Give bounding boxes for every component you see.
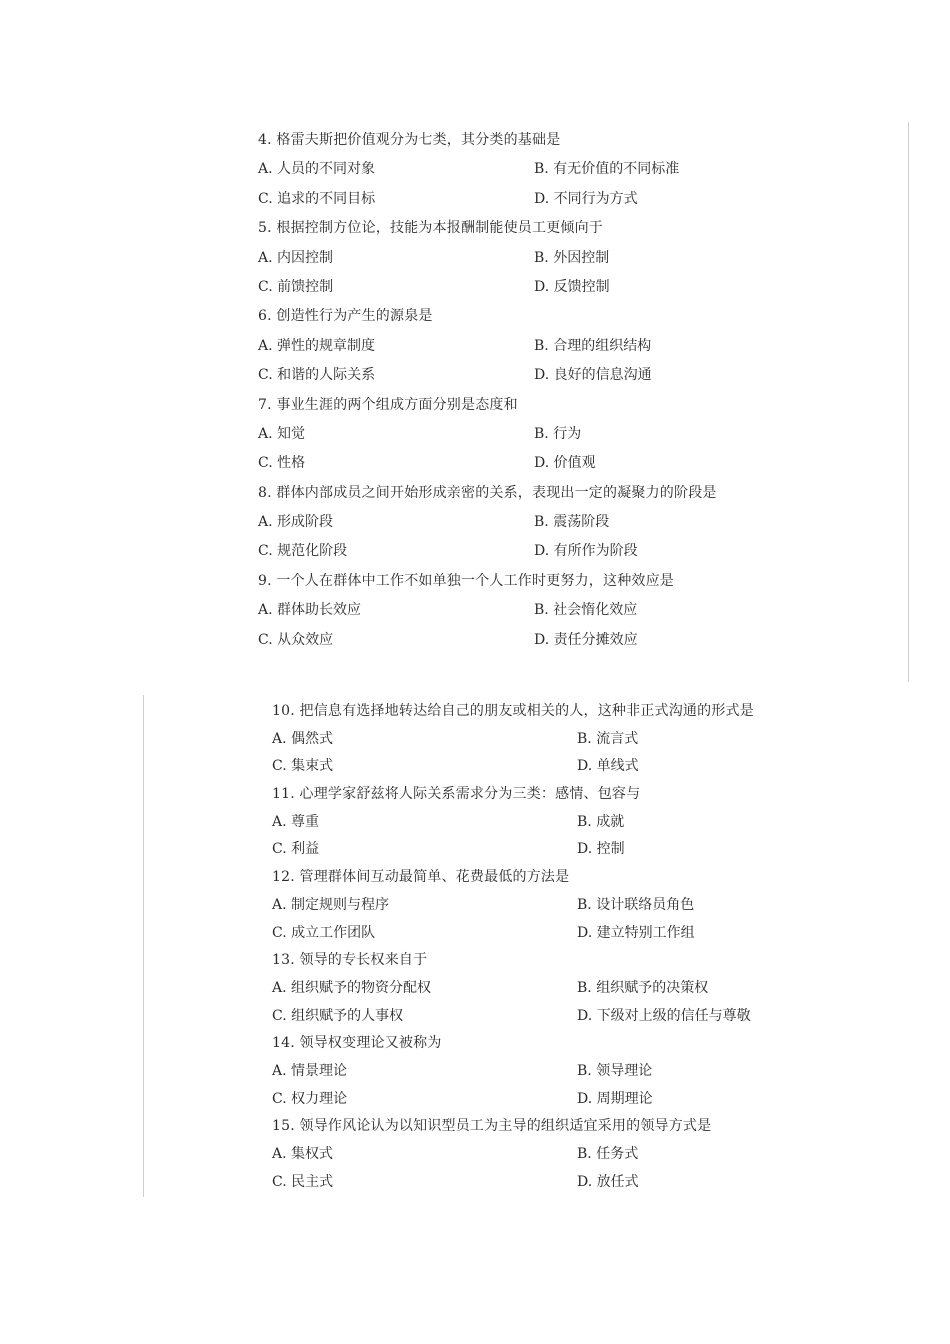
option-c: C. 和谐的人际关系 [258, 367, 376, 384]
option-a: A. 群体助长效应 [258, 602, 362, 619]
option-row [272, 753, 872, 781]
option-row [272, 1169, 872, 1197]
option-a: A. 制定规则与程序 [272, 896, 390, 913]
option-row [272, 1058, 872, 1086]
option-row [258, 155, 878, 184]
option-d: D. 不同行为方式 [534, 190, 638, 207]
question-section-1 [258, 126, 878, 655]
option-row [272, 836, 872, 864]
option-c: C. 规范化阶段 [258, 543, 348, 560]
option-row [258, 361, 878, 390]
option-d: D. 责任分摊效应 [534, 631, 638, 648]
option-d: D. 周期理论 [577, 1090, 653, 1107]
option-d: D. 价值观 [534, 455, 596, 472]
option-row [272, 809, 872, 837]
option-row [258, 626, 878, 655]
option-d: D. 控制 [577, 841, 625, 858]
option-row [258, 244, 878, 273]
option-d: D. 下级对上级的信任与尊敬 [577, 1007, 751, 1024]
option-c: C. 成立工作团队 [272, 924, 376, 941]
option-a: A. 人员的不同对象 [258, 161, 376, 178]
option-row [258, 537, 878, 566]
question-stem: 11. 心理学家舒兹将人际关系需求分为三类：感情、包容与 [272, 786, 641, 803]
option-a: A. 内因控制 [258, 249, 334, 266]
option-a: A. 组织赋予的物资分配权 [272, 979, 432, 996]
option-a: A. 弹性的规章制度 [258, 337, 376, 354]
option-row [258, 185, 878, 214]
option-b: B. 任务式 [577, 1146, 639, 1162]
option-row [258, 273, 878, 302]
option-d: D. 建立特别工作组 [577, 924, 695, 941]
question-stem: 5. 根据控制方位论，技能为本报酬制能使员工更倾向于 [258, 220, 604, 237]
option-d: D. 有所作为阶段 [534, 543, 638, 560]
option-b: B. 合理的组织结构 [534, 337, 652, 354]
option-c: C. 从众效应 [258, 631, 334, 648]
option-c: C. 权力理论 [272, 1090, 348, 1107]
question-stem: 7. 事业生涯的两个组成方面分别是态度和 [258, 396, 518, 413]
option-b: B. 震荡阶段 [534, 514, 610, 531]
option-b: B. 行为 [534, 425, 582, 442]
option-b: B. 有无价值的不同标准 [534, 161, 680, 178]
option-c: C. 前馈控制 [258, 278, 334, 295]
option-row [258, 332, 878, 361]
question-stem: 10. 把信息有选择地转达给自己的朋友或相关的人，这种非正式沟通的形式是 [272, 703, 754, 719]
option-d: D. 良好的信息沟通 [534, 367, 652, 384]
option-a: A. 形成阶段 [258, 514, 334, 531]
option-c: C. 利益 [272, 841, 320, 858]
option-row [272, 1086, 872, 1114]
option-row [272, 920, 872, 948]
question-stem: 4. 格雷夫斯把价值观分为七类，其分类的基础是 [258, 132, 561, 148]
option-d: D. 反馈控制 [534, 278, 610, 295]
option-b: B. 外因控制 [534, 249, 610, 266]
option-a: A. 集权式 [272, 1146, 334, 1162]
option-a: A. 情景理论 [272, 1062, 348, 1079]
option-row [272, 726, 872, 754]
option-a: A. 知觉 [258, 425, 306, 442]
option-row [258, 449, 878, 478]
option-b: B. 流言式 [577, 730, 639, 747]
option-b: B. 领导理论 [577, 1062, 653, 1079]
option-row [272, 892, 872, 920]
option-c: C. 追求的不同目标 [258, 190, 376, 207]
option-a: A. 偶然式 [272, 730, 334, 747]
question-section-2 [272, 698, 872, 1196]
option-b: B. 组织赋予的决策权 [577, 979, 709, 996]
option-b: B. 设计联络员角色 [577, 896, 695, 913]
option-b: B. 成就 [577, 813, 625, 830]
option-row [258, 420, 878, 449]
option-row [272, 1003, 872, 1031]
page-border-right [908, 122, 909, 682]
option-c: C. 民主式 [272, 1173, 334, 1190]
option-c: C. 性格 [258, 455, 306, 472]
option-row [258, 508, 878, 537]
question-stem: 14. 领导权变理论又被称为 [272, 1035, 442, 1052]
question-stem: 6. 创造性行为产生的源泉是 [258, 308, 433, 325]
page-border-left [143, 695, 144, 1197]
option-b: B. 社会惰化效应 [534, 602, 638, 619]
option-row [258, 596, 878, 625]
question-stem: 12. 管理群体间互动最简单、花费最低的方法是 [272, 869, 570, 886]
option-c: C. 集束式 [272, 758, 334, 775]
question-stem: 9. 一个人在群体中工作不如单独一个人工作时更努力，这种效应是 [258, 572, 675, 589]
option-row [272, 1141, 872, 1169]
option-d: D. 单线式 [577, 758, 639, 775]
option-d: D. 放任式 [577, 1173, 639, 1190]
question-stem: 8. 群体内部成员之间开始形成亲密的关系，表现出一定的凝聚力的阶段是 [258, 484, 717, 501]
option-row [272, 975, 872, 1003]
option-c: C. 组织赋予的人事权 [272, 1007, 404, 1024]
question-stem: 13. 领导的专长权来自于 [272, 952, 428, 969]
question-stem: 15. 领导作风论认为以知识型员工为主导的组织适宜采用的领导方式是 [272, 1118, 712, 1135]
option-a: A. 尊重 [272, 813, 320, 830]
